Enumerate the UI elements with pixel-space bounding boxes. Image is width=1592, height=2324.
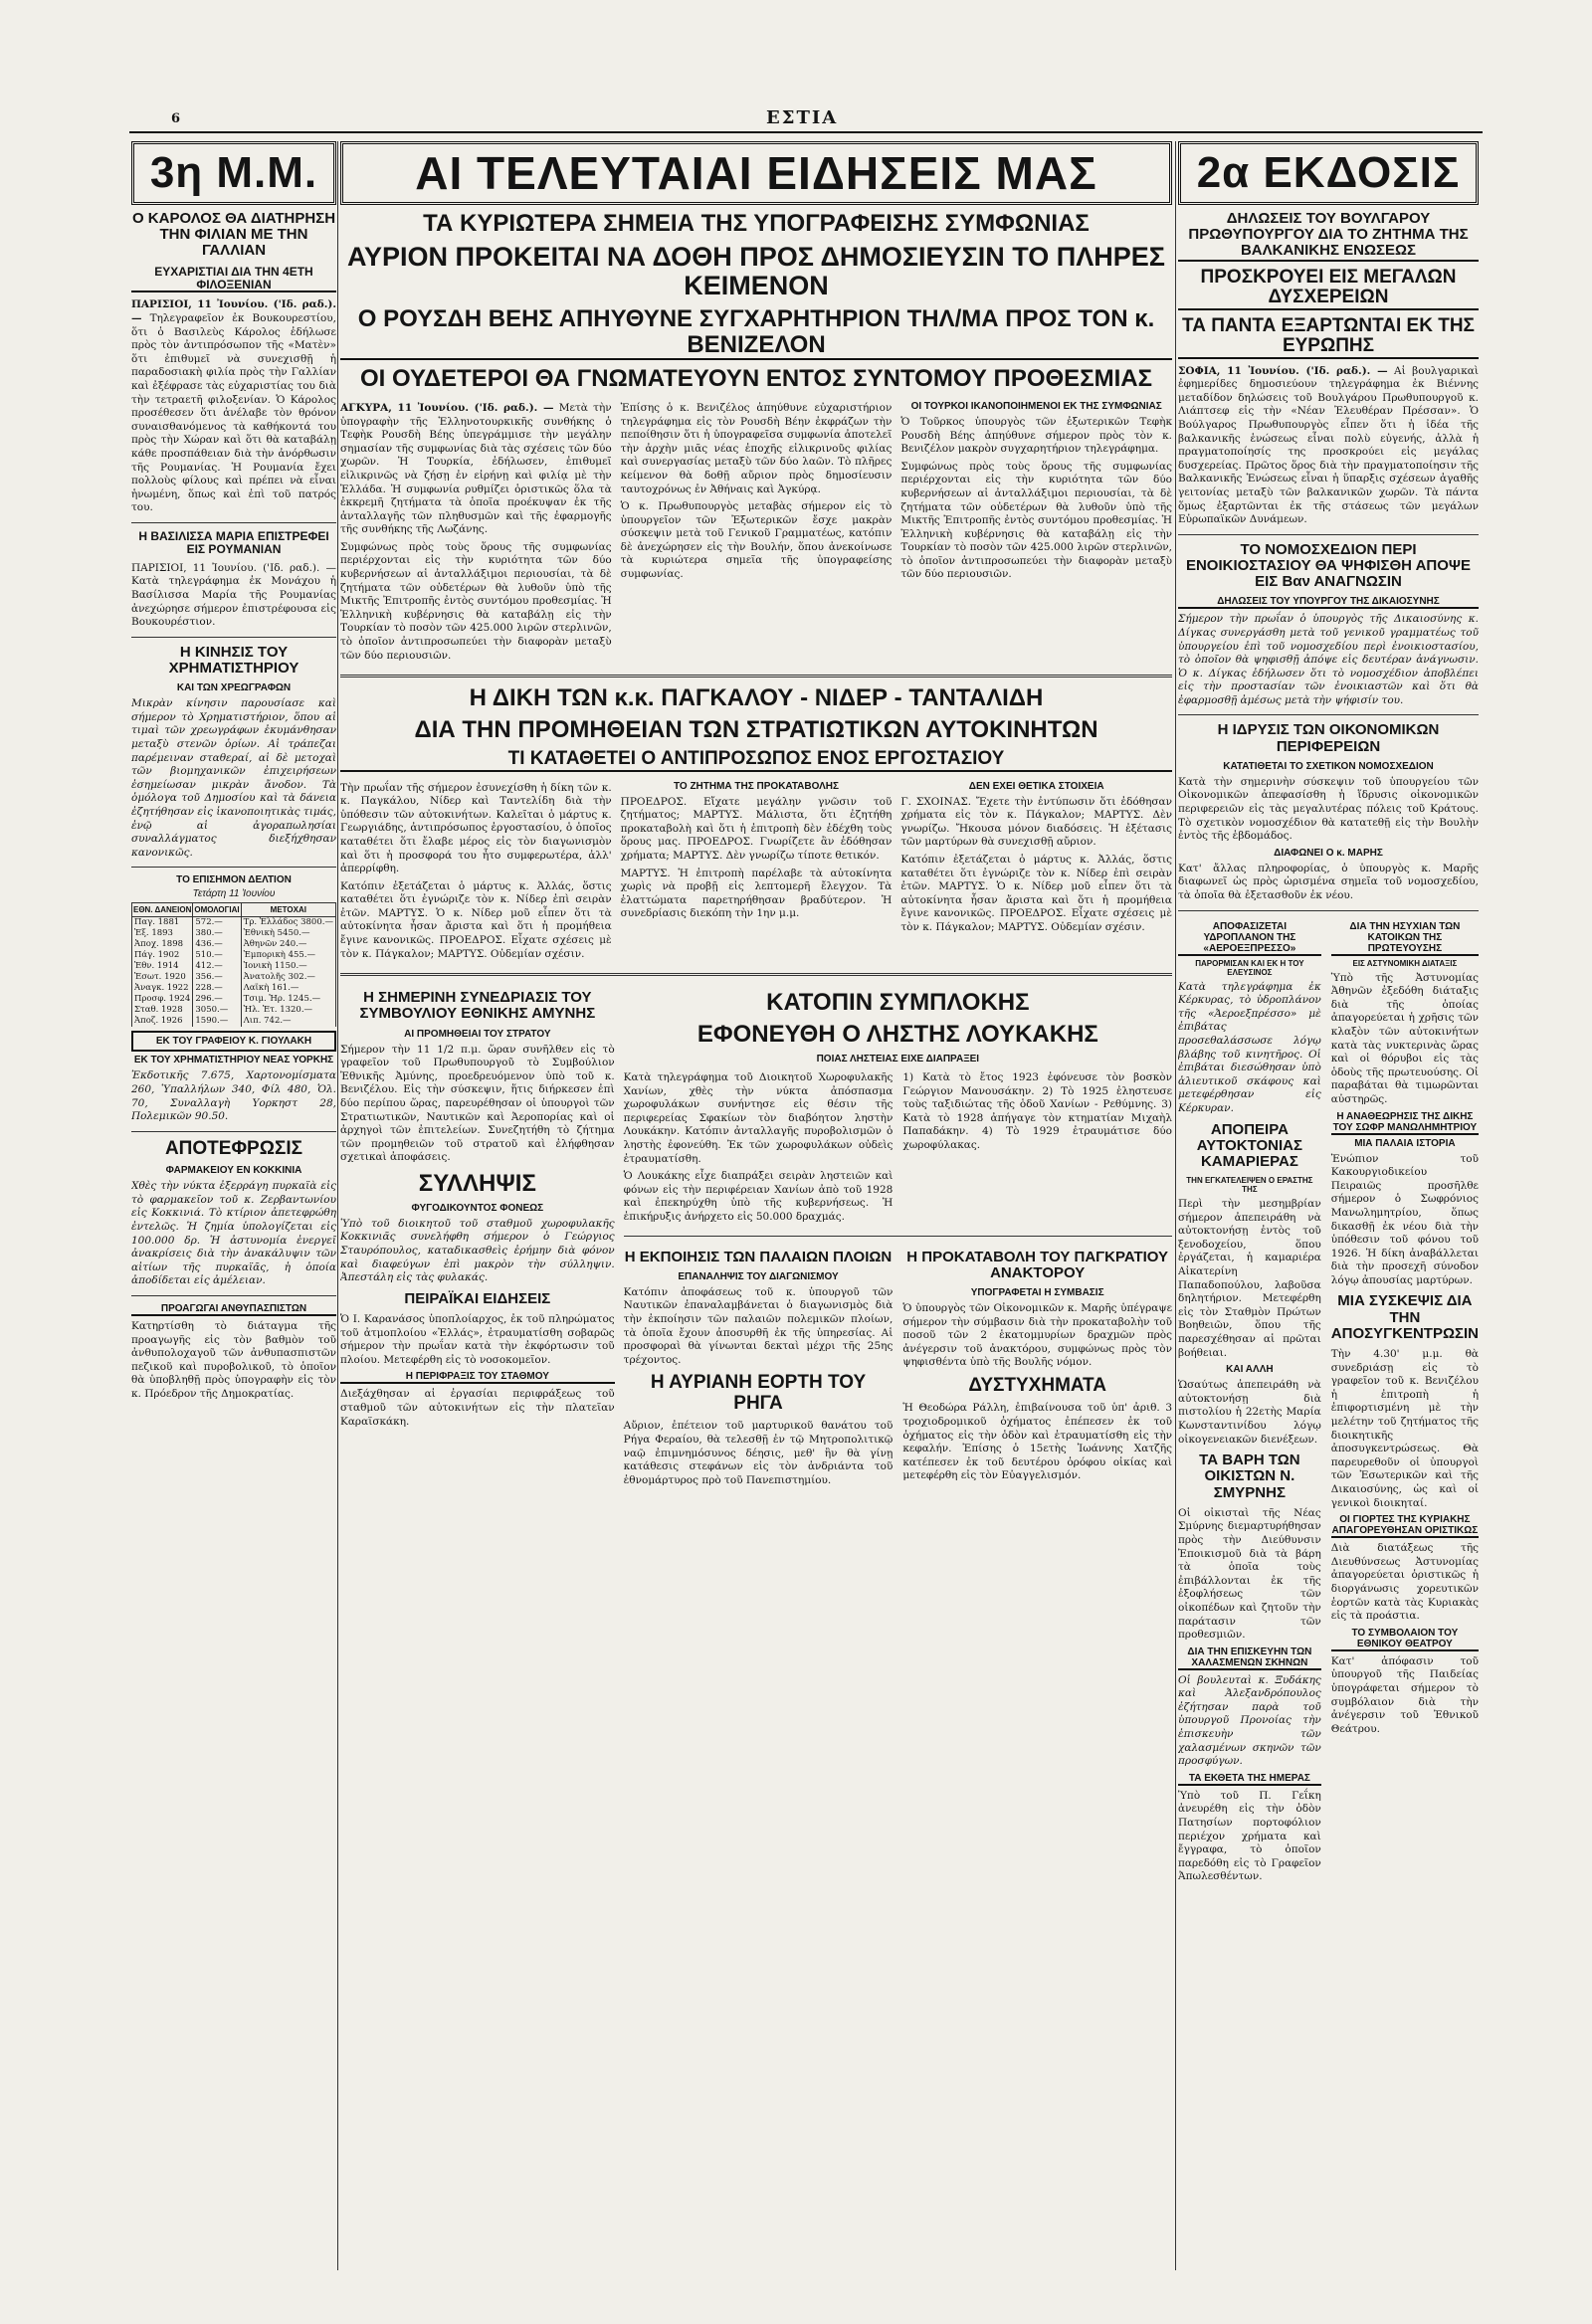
article-body: Συμφώνως πρὸς τοὺς ὅρους τῆς συμφωνίας περιέρχονται εἰς τὴν κυριότητα τῶν δύο κυβερνήσεων αἱ ἀνταλλάξιμοι περιουσίαι, τὰ δὲ ζητήματα τῶν οὐδετέρων θὰ λυθοῦν ὑπὸ τῆς Μικτῆς Ἐπιτροπῆς ἐντὸς συντόμου προθεσμίας. Ἡ Ἑλληνικὴ κυβέρνησις θὰ καταβάλῃ εἰς τὴν Τουρκίαν τὸ ποσὸν τῶν 425.000 λιρῶν στερλινῶν, τὸ ὁποῖον ἀντιπροσωπεύει τὴν διαφορὰν μεταξὺ τῶν δύο περιουσιῶν. bbox=[340, 540, 612, 662]
cell: Ἀνατολῆς 302.— bbox=[241, 972, 335, 983]
headline-finance-districts: Η ΙΔΡΥΣΙΣ ΤΩΝ ΟΙΚΟΝΟΜΙΚΩΝ ΠΕΡΙΦΕΡΕΙΩΝ bbox=[1217, 721, 1440, 755]
article-attempt: Περὶ τὴν μεσημβρίαν σήμερον ἀπεπειράθη νὰ αὐτοκτονήσῃ ἐντὸς τοῦ ξενοδοχείου, ὅπου ἐργάζεται, ἡ καμαριέρα Αἰκατερίνη Παπαδοπούλου, λαβοῦσα δηλητήριον. Μετεφέρθη εἰς τὸν Σταθμὸν Πρώτων Βοηθειῶν, ὅπου τῆς παρεσχέθησαν αἱ πρῶται βοήθειαι. bbox=[1178, 1198, 1321, 1359]
article-piraeus: Ὁ Ι. Καρανάσος ὑποπλοίαρχος, ἐκ τοῦ πληρώματος τοῦ ἀτμοπλοίου «Ἑλλάς», ἐτραυματίσθη σοβαρῶς σήμερον τὴν πρωΐαν κατὰ τὴν ἐκφόρτωσιν τοῦ πλοίου. Μετεφέρθη εἰς τὸ νοσοκομεῖον. bbox=[340, 1313, 615, 1366]
headline-old-ships: Η ΕΚΠΟΙΗΣΙΣ ΤΩΝ ΠΑΛΑΙΩΝ ΠΛΟΙΩΝ bbox=[624, 1248, 893, 1265]
divider bbox=[1178, 534, 1479, 535]
cell: 572.— bbox=[193, 917, 241, 929]
divider bbox=[131, 1295, 336, 1296]
headline-piraeus: ΠΕΙΡΑΪΚΑΙ ΕΙΔΗΣΕΙΣ bbox=[404, 1289, 551, 1307]
article-advance: Ὁ ὑπουργὸς τῶν Οἰκονομικῶν κ. Μαρῆς ὑπέγραψε σήμερον τὴν σύμβασιν διὰ τὴν προκαταβολὴν τοῦ ποσοῦ τῶν 2 ἑκατομμυρίων δραχμῶν πρὸς ἀνέγερσιν τοῦ ἀνακτόρου, συμφώνως πρὸς τὸν ψηφισθέντα ὑπὸ τῆς Βουλῆς νόμον. bbox=[902, 1301, 1172, 1369]
table-row bbox=[132, 928, 336, 939]
headline-pharmacy: ΑΠΟΤΕΦΡΩΣΙΣ bbox=[164, 1137, 303, 1159]
headline-carol: Ο ΚΑΡΟΛΟΣ ΘΑ ΔΙΑΤΗΡΗΣΗ ΤΗΝ ΦΙΛΙΑΝ ΜΕ ΤΗΝ ΓΑΛΛΙΑΝ bbox=[131, 210, 336, 260]
subheadline-quiet: ΕΙΣ ΑΣΤΥΝΟΜΙΚΗ ΔΙΑΤΑΞΙΣ bbox=[1352, 958, 1458, 968]
cell: 356.— bbox=[193, 972, 241, 983]
headline-seaplane: ΑΠΟΦΑΣΙΖΕΤΑΙ ΥΔΡΟΠΛΑΝΟΝ ΤΗΣ «ΑΕΡΟΕΞΠΡΕΣΣΟ» bbox=[1178, 921, 1321, 956]
table-row bbox=[132, 950, 336, 961]
cell: Λαϊκὴ 161.— bbox=[241, 983, 335, 994]
subheadline-turks: ΟΙ ΤΟΥΡΚΟΙ ΙΚΑΝΟΠΟΙΗΜΕΝΟΙ ΕΚ ΤΗΣ ΣΥΜΦΩΝΙΑΣ bbox=[910, 400, 1162, 412]
trial-article bbox=[340, 778, 1172, 966]
left-column bbox=[131, 141, 336, 2270]
article-meeting: Τὴν 4.30' μ.μ. θὰ συνεδριάσῃ εἰς τὸ γραφεῖον τοῦ κ. Βενιζέλου ἡ ἐπιτροπὴ ἡ ἐπιφορτισμένη μὲ τὴν μελέτην τοῦ ζητήματος τῆς διοικητικῆς ἀποσυγκεντρώσεως. Θὰ παρευρεθοῦν οἱ ὑπουργοὶ τῶν Ἐσωτερικῶν καὶ τῆς Δικαιοσύνης, ὡς καὶ οἱ γενικοὶ διοικηταί. bbox=[1330, 1348, 1479, 1509]
cell: Τσιμ. Ἡρ. 1245.— bbox=[241, 994, 335, 1005]
right-column bbox=[1178, 141, 1479, 2270]
article-body: Τηλεγραφεῖον ἐκ Βουκουρεστίου, ὅτι ὁ Βασιλεὺς Κάρολος ἐδήλωσε πρὸς τὸν ἀντιπρόσωπον τῆς «Ματὲν» ὅτι ἐπιθυμεῖ νὰ συνεχισθῇ ἡ παραδοσιακὴ φιλία πρὸς τὴν Γαλλίαν καὶ ἐξέφρασε τὰς εὐχαριστίας του διὰ τὴν τετραετῆ φιλοξενίαν. Ὁ Κάρολος προσέθεσεν ὅτι ἀνέλαβε τὸν θρόνον συναισθανόμενος τὰ καθήκοντά του πρὸς τὴν Χώραν καὶ ὅτι θὰ καταβάλῃ κάθε προσπάθειαν διὰ τὴν ἀνόρθωσιν τῆς Ρουμανίας. Ἡ Ρουμανία ἔχει πολλοὺς φίλους καὶ πρέπει νὰ εἶναι ἡνωμένη, ὅπως καὶ ἐπὶ τοῦ πατρός του. bbox=[131, 312, 336, 514]
cell: Λιπ. 742.— bbox=[241, 1016, 335, 1027]
subheadline-another: ΚΑΙ ΑΛΛΗ bbox=[1226, 1364, 1274, 1376]
headline-events: ΤΑ ΕΚΘΕΤΑ ΤΗΣ ΗΜΕΡΑΣ bbox=[1178, 1773, 1321, 1786]
column-rule bbox=[337, 141, 338, 2270]
subheadline-attempt: ΤΗΝ ΕΓΚΑΤΕΛΕΙΨΕΝ Ο ΕΡΑΣΤΗΣ ΤΗΣ bbox=[1186, 1176, 1313, 1195]
headline-retrial: Η ΑΝΑΘΕΩΡΗΣΙΣ ΤΗΣ ΔΙΚΗΣ ΤΟΥ ΣΩΦΡ ΜΑΝΩΛΗΜΗΤΡΙΟΥ bbox=[1332, 1110, 1478, 1133]
article-body: Κατόπιν ἐξετάζεται ὁ μάρτυς κ. Ἀλλάς, ὅστις καταθέτει ὅτι ἐγνώριζε τὸν κ. Νίδερ ἐπὶ σειρὰν ἐτῶν. ΜΑΡΤΥΣ. Ὁ κ. Νίδερ μοῦ εἶπεν ὅτι τὰ αὐτοκίνητα ἦσαν ἄριστα καὶ ὅτι ἡ προμήθεια ἔγινε κανονικῶς. ΠΡΟΕΔΡΟΣ. Εἶχατε σχέσεις μὲ τὸν κ. Πάγκαλον; ΜΑΡΤΥΣ. Οὐδεμίαν σχέσιν. bbox=[900, 853, 1172, 933]
lower-center bbox=[340, 984, 1172, 1491]
bulletin-source: ΕΚ ΤΟΥ ΓΡΑΦΕΙΟΥ Κ. ΓΙΟΥΛΑΚΗ bbox=[131, 1031, 336, 1052]
headline-arrest: ΣΥΛΛΗΨΙΣ bbox=[418, 1169, 536, 1197]
article-body: Γ. ΣΧΟΙΝΑΣ. Ἔχετε τὴν ἐντύπωσιν ὅτι ἐδόθησαν χρήματα εἰς τὸν κ. Πάγκαλον; ΜΑΡΤΥΣ. Δὲν γνωρίζω. Ἤκουσα μόνον διαδόσεις. Ἡ ἐξέτασις τῶν μαρτύρων θὰ συνεχισθῇ αὔριον. bbox=[900, 795, 1172, 849]
subheadline-advance: ΤΟ ΖΗΤΗΜΑ ΤΗΣ ΠΡΟΚΑΤΑΒΟΛΗΣ bbox=[673, 780, 840, 792]
divider bbox=[131, 637, 336, 638]
table-row bbox=[132, 983, 336, 994]
cell: 3050.— bbox=[193, 1005, 241, 1016]
main-banner-latest-news: ΑΙ ΤΕΛΕΥΤΑΙΑΙ ΕΙΔΗΣΕΙΣ ΜΑΣ bbox=[340, 141, 1172, 205]
cell: Ἐμπορικὴ 455.— bbox=[241, 950, 335, 961]
headline-trial-witness: ΤΙ ΚΑΤΑΘΕΤΕΙ Ο ΑΝΤΙΠΡΟΣΩΠΟΣ ΕΝΟΣ ΕΡΓΟΣΤΑΣΙΟΥ bbox=[340, 749, 1172, 772]
table-row bbox=[132, 994, 336, 1005]
cell: Ἰονικὴ 1150.— bbox=[241, 961, 335, 972]
edition-banner-3pm: 3η Μ.Μ. bbox=[131, 141, 336, 205]
article-ships: Κατόπιν ἀποφάσεως τοῦ κ. ὑπουργοῦ τῶν Ναυτικῶν ἐπαναλαμβάνεται ὁ διαγωνισμὸς διὰ τὴν ἐκποίησιν τῶν παλαιῶν πολεμικῶν πλοίων, τὰ ὁποῖα ἔχουν ἀποσυρθῆ ἐκ τῆς ὑπηρεσίας. Αἱ προσφοραὶ θὰ γίνωνται δεκταὶ μέχρι τῆς 25ης τρέχοντος. bbox=[623, 1285, 894, 1366]
article-body: Ὁ Τοῦρκος ὑπουργὸς τῶν ἐξωτερικῶν Τεφὴκ Ρουσδὴ Βέης ἀπηύθυνε σήμερον πρὸς τὸν κ. Βενιζέλον μακρὸν συγχαρητήριον τηλεγράφημα. bbox=[900, 415, 1172, 456]
article-rent: Σήμερον τὴν πρωΐαν ὁ ὑπουργὸς τῆς Δικαιοσύνης κ. Δίγκας συνεργάσθη μετὰ τοῦ γενικοῦ γραμματέως τοῦ ὑπουργείου ἐπὶ τοῦ νομοσχεδίου περὶ ἐνοικιοστασίου, τὸ ὁποῖον θὰ ψηφισθῇ ἀπόψε εἰς δευτέραν ἀνάγνωσιν. Ὁ κ. Δίγκας ἐδήλωσεν ὅτι τὸ νομοσχέδιον ἀποβλέπει εἰς τὴν προστασίαν τῶν ἐνοικιαστῶν καὶ ὅτι θὰ ἐφαρμοσθῇ ἀμέσως μετὰ τὴν ψήφισίν του. bbox=[1178, 613, 1479, 706]
article-body: Ὁ Λουκάκης εἶχε διαπράξει σειρὰν ληστειῶν καὶ φόνων εἰς τὴν περιφέρειαν Χανίων ἀπὸ τοῦ 1928 καὶ ἐπεκηρύχθη ὑπὸ τῆς κυβερνήσεως. Ἡ ἐπικήρυξις ἀνήρχετο εἰς 50.000 δραχμάς. bbox=[623, 1170, 894, 1224]
headline-accidents: ΔΥΣΤΥΧΗΜΑΤΑ bbox=[968, 1374, 1106, 1396]
edition-banner-second: 2α ΕΚΔΟΣΙΣ bbox=[1178, 141, 1479, 205]
headline-bulletin: ΤΟ ΕΠΙΣΗΜΟΝ ΔΕΛΤΙΟΝ bbox=[176, 874, 292, 886]
divider bbox=[1178, 910, 1479, 911]
column-header: ΟΜΟΛΟΓΙΑΙ bbox=[193, 903, 241, 917]
dateline: ΑΓΚΥΡΑ, 11 Ἰουνίου. ('Ιδ. ραδ.). — bbox=[340, 401, 554, 414]
cell: Παγ. 1881 bbox=[132, 917, 193, 929]
article-body: Κατόπιν ἐξετάζεται ὁ μάρτυς κ. Ἀλλάς, ὅστις καταθέτει ὅτι ἐγνώριζε τὸν κ. Νίδερ ἐπὶ σειρὰν ἐτῶν. ΜΑΡΤΥΣ. Ὁ κ. Νίδερ μοῦ εἶπεν ὅτι τὰ αὐτοκίνητα ἦσαν ἄριστα καὶ ὅτι ἡ προμήθεια ἔγινε κανονικῶς. ΠΡΟΕΔΡΟΣ. Εἶχατε σχέσεις μὲ τὸν κ. Πάγκαλον; ΜΑΡΤΥΣ. Οὐδεμίαν σχέσιν. bbox=[340, 879, 612, 960]
article-quiet: Ὑπὸ τῆς Ἀστυνομίας Ἀθηνῶν ἐξεδόθη διάταξις διὰ τῆς ὁποίας ἀπαγορεύεται ἡ χρῆσις τῶν κλαξὸν τῶν αὐτοκινήτων κατὰ τὰς νυκτερινὰς ὥρας καὶ οἱ θόρυβοι εἰς τὰς ὁδοὺς τῆς πρωτευούσης. Οἱ παραβάται θὰ τιμωρῶνται αὐστηρῶς. bbox=[1330, 971, 1479, 1105]
subheadline-maris: ΔΙΑΦΩΝΕΙ Ο κ. ΜΑΡΗΣ bbox=[1274, 847, 1383, 859]
divider bbox=[131, 522, 336, 523]
right-lower bbox=[1178, 918, 1479, 1888]
article-accidents: Ἡ Θεοδώρα Ράλλη, ἐπιβαίνουσα τοῦ ὑπ' ἀριθ. 3 τροχιοδρομικοῦ ὀχήματος ἐπέπεσεν ἐκ τοῦ ὀχήματος εἰς τὴν ὁδὸν καὶ ἐτραυματίσθη εἰς τὴν κεφαλήν. Ἐπίσης ὁ 15ετὴς Ἰωάννης Χατζῆς κατέπεσεν ἐκ τοῦ δευτέρου ὀρόφου οἰκίας καὶ μετεφέρθη εἰς τὸν Εὐαγγελισμόν. bbox=[902, 1402, 1172, 1482]
center-column bbox=[340, 141, 1172, 2270]
cell: Σταθ. 1928 bbox=[132, 1005, 193, 1016]
headline-difficulties: ΠΡΟΣΚΡΟΥΕΙ ΕΙΣ ΜΕΓΑΛΩΝ ΔΥΣΧΕΡΕΙΩΝ bbox=[1178, 268, 1479, 310]
article-finance: Κατὰ τὴν σημερινὴν σύσκεψιν τοῦ ὑπουργείου τῶν Οἰκονομικῶν ἀπεφασίσθη ἡ ἵδρυσις οἰκονομικῶν περιφερειῶν εἰς τὰς μεγαλυτέρας πόλεις τοῦ Κράτους. Τὸ σχετικὸν νομοσχέδιον θὰ κατατεθῇ εἰς τὴν Βουλὴν ἐντὸς τῆς ἑβδομάδος. bbox=[1178, 775, 1479, 843]
article-pharmacy: Χθὲς τὴν νύκτα ἐξερράγη πυρκαϊὰ εἰς τὸ φαρμακεῖον τοῦ κ. Ζερβαντωνίου εἰς Κοκκινιά. Τὸ κτίριον ἀπετεφρώθη ἐντελῶς. Ἡ ζημία ὑπολογίζεται εἰς 100.000 δρ. Ἡ ἀστυνομία ἐνεργεῖ ἀνακρίσεις διὰ τὴν ἀνακάλυψιν τῶν αἰτίων τῆς πυρκαϊᾶς, ἡ ὁποία ἀποδίδεται εἰς ἀμέλειαν. bbox=[131, 1180, 336, 1287]
subheadline-story: ΜΙΑ ΠΑΛΑΙΑ ΙΣΤΟΡΙΑ bbox=[1354, 1137, 1456, 1149]
headline-rigas: Η ΑΥΡΙΑΝΗ ΕΟΡΤΗ ΤΟΥ ΡΗΓΑ bbox=[650, 1372, 867, 1414]
subheadline-ships: ΕΠΑΝΑΛΗΨΙΣ ΤΟΥ ΔΙΑΓΩΝΙΣΜΟΥ bbox=[678, 1270, 839, 1282]
dateline: ΠΑΡΙΣΙΟΙ, 11 Ἰουνίου. ('Ιδ. ραδ.). — bbox=[131, 298, 336, 325]
article-retrial: Ἐνώπιον τοῦ Κακουργιοδικείου Πειραιῶς προσῆλθε σήμερον ὁ Σωφρόνιος Μανωλημητρίου, ὅπως δικασθῇ ἐκ νέου διὰ τὴν ὑπόθεσιν τοῦ φόνου τοῦ 1926. Ἡ δίκη ἀναβάλλεται διὰ τὴν προσεχῆ σύνοδον λόγῳ ἀπουσίας μαρτύρων. bbox=[1330, 1152, 1479, 1286]
cell: Ἐθν. 1914 bbox=[132, 961, 193, 972]
article-promotions: Κατηρτίσθη τὸ διάταγμα τῆς προαγωγῆς εἰς τὸν βαθμὸν τοῦ ἀνθυπολοχαγοῦ τῶν ἀνθυπασπιστῶν πεζικοῦ καὶ πυροβολικοῦ, τὸ ὁποῖον θὰ ὑποβληθῇ πρὸς ὑπογραφὴν εἰς τὸν κ. Πρόεδρον τῆς Δημοκρατίας. bbox=[131, 1319, 336, 1400]
article-bulgaria bbox=[1178, 365, 1479, 527]
cell: Ἀποχ. 1898 bbox=[132, 939, 193, 950]
article-text: Αἱ βουλγαρικαὶ ἐφημερίδες δημοσιεύουν τηλεγράφημα ἐκ Βιέννης μεταδίδον δηλώσεις τοῦ Βουλγάρου Πρωθυπουργοῦ κ. Λιάπτσεφ εἰς τὴν «Νέαν Ἐλευθέραν Πρέσσαν». Ὁ Βούλγαρος Πρωθυπουργὸς εἶπεν ὅτι ἡ ἰδέα τῆς βαλκανικῆς ἑνώσεως εἶναι πολὺ εὐγενής, ἀλλὰ ἡ πραγματοποίησίς της προσκρούει εἰς μεγάλας δυσχερείας. Πρῶτος ὅρος διὰ τὴν πραγματοποίησιν τῆς Βαλκανικῆς Ἑνώσεως εἶναι ἡ ὕπαρξις σχέσεων ἀγαθῆς γειτονίας μεταξὺ τῶν βαλκανικῶν χωρῶν. Τὰ πάντα ὅμως ἐξαρτῶνται ἐκ τῆς στάσεως τῶν μεγάλων Εὐρωπαϊκῶν Δυνάμεων. bbox=[1178, 364, 1479, 526]
article-arrest: Ὑπὸ τοῦ διοικητοῦ τοῦ σταθμοῦ χωροφυλακῆς Κοκκινιᾶς συνελήφθη σήμερον ὁ Γεώργιος Σταυρόπουλος, καταδικασθεὶς ἐρήμην διὰ φόνον καὶ διαφεύγων ἐπὶ μακρὸν τὴν σύλληψιν. Ἀπεστάλη εἰς τὰς φυλακάς. bbox=[340, 1217, 615, 1284]
article-sunday: Διὰ διατάξεως τῆς Διευθύνσεως Ἀστυνομίας ἀπαγορεύεται ὁριστικῶς ἡ διοργάνωσις χορευτικῶν ἑορτῶν κατὰ τὰς Κυριακὰς εἰς τὰ προάστια. bbox=[1330, 1542, 1479, 1623]
headline-promotions: ΠΡΟΑΓΩΓΑΙ ΑΝΘΥΠΑΣΠΙΣΤΩΝ bbox=[131, 1303, 336, 1316]
article-rigas: Αὔριον, ἐπέτειον τοῦ μαρτυρικοῦ θανάτου τοῦ Ρήγα Φεραίου, θὰ τελεσθῇ ἐν τῷ Μητροπολιτικῷ ναῷ ἐπιμνημόσυνος δέησις, μεθ' ἣν θὰ γίνῃ κατάθεσις στεφάνων εἰς τὸν ἀνδριάντα τοῦ ἐθνομάρτυρος πρὸ τοῦ Πανεπιστημίου. bbox=[623, 1420, 894, 1486]
headline-queen: Η ΒΑΣΙΛΙΣΣΑ ΜΑΡΙΑ ΕΠΙΣΤΡΕΦΕΙ ΕΙΣ ΡΟΥΜΑΝΙΑΝ bbox=[138, 528, 329, 556]
cell: Προσφ. 1924 bbox=[132, 994, 193, 1005]
cell: Ἀποζ. 1926 bbox=[132, 1016, 193, 1027]
article-body: Τὴν πρωΐαν τῆς σήμερον ἐσυνεχίσθη ἡ δίκη τῶν κ. κ. Παγκάλου, Νίδερ καὶ Ταντελίδη διὰ τὴν ὑπόθεσιν τῶν αὐτοκινήτων. Καλεῖται ὁ μάρτυς κ. Γεωργιάδης, ἀντιπρόσωπος ἐργοστασίου, ὁ ὁποῖος καταθέτει ὅτι ἔλαβε μέρος εἰς τὸν διαγωνισμὸν καὶ ὅτι ἡ προσφορά του ἦτο συμφερωτέρα, ἀλλ' ἀπερρίφθη. bbox=[340, 781, 612, 875]
headline-palace-advance: Η ΠΡΟΚΑΤΑΒΟΛΗ ΤΟΥ ΠΑΓΚΡΑΤΙΟΥ ΑΝΑΚΤΟΡΟΥ bbox=[906, 1248, 1169, 1281]
cell: Τρ. Ἑλλάδος 3800.— bbox=[241, 917, 335, 929]
headline-treaty-points: ΤΑ ΚΥΡΙΩΤΕΡΑ ΣΗΜΕΙΑ ΤΗΣ ΥΠΟΓΡΑΦΕΙΣΗΣ ΣΥΜΦΩΝΙΑΣ bbox=[423, 210, 1090, 237]
subheadline-finance: ΚΑΤΑΤΙΘΕΤΑΙ ΤΟ ΣΧΕΤΙΚΟΝ ΝΟΜΟΣΧΕΔΙΟΝ bbox=[1223, 760, 1434, 772]
dateline: ΣΟΦΙΑ, 11 Ἰουνίου. ('Ιδ. ραδ.). — bbox=[1178, 364, 1388, 377]
column-header: ΜΕΤΟΧΑΙ bbox=[241, 903, 335, 917]
article-finance-2: Κατ' ἄλλας πληροφορίας, ὁ ὑπουργὸς κ. Μαρῆς διαφωνεῖ ὡς πρὸς ὡρισμένα σημεῖα τοῦ νομοσχεδίου, τὰ ὁποῖα θὰ ἐξετασθοῦν ἐκ νέου. bbox=[1178, 862, 1479, 901]
cell: 1590.— bbox=[193, 1016, 241, 1027]
subheadline-robberies: ΠΟΙΑΣ ΛΗΣΤΕΙΑΣ ΕΙΧΕ ΔΙΑΠΡΑΞΕΙ bbox=[816, 1054, 980, 1065]
headline-clash: ΚΑΤΟΠΙΝ ΣΥΜΠΛΟΚΗΣ bbox=[766, 989, 1030, 1017]
headline-smyrna: ΤΑ ΒΑΡΗ ΤΩΝ ΟΙΚΙΣΤΩΝ Ν. ΣΜΥΡΝΗΣ bbox=[1199, 1452, 1300, 1501]
divider bbox=[340, 973, 1172, 976]
article-body: Συμφώνως πρὸς τοὺς ὅρους τῆς συμφωνίας περιέρχονται εἰς τὴν κυριότητα τῶν δύο κυβερνήσεων αἱ ἀνταλλάξιμοι περιουσίαι, τὰ δὲ ζητήματα τῶν οὐδετέρων θὰ λυθοῦν ὑπὸ τῆς Μικτῆς Ἐπιτροπῆς ἐντὸς συντόμου προθεσμίας. Ἡ Ἑλληνικὴ κυβέρνησις θὰ καταβάλῃ εἰς τὴν Τουρκίαν τὸ ποσὸν τῶν 425.000 λιρῶν στερλινῶν, τὸ ὁποῖον ἀντιπροσωπεύει τὴν διαφορὰν μεταξὺ τῶν δύο περιουσιῶν. bbox=[900, 460, 1172, 581]
article-body: ΠΡΟΕΔΡΟΣ. Εἴχατε μεγάλην γνῶσιν τοῦ ζητήματος; ΜΑΡΤΥΣ. Μάλιστα, ὅτι ἐζητήθη προκαταβολὴ καὶ ὅτι ἡ ἐπιτροπὴ δὲν ἐδέχθη τοὺς ὅρους μας. ΠΡΟΕΔΡΟΣ. Γνωρίζετε ἂν ἐδόθησαν χρήματα; ΜΑΡΤΥΣ. Δὲν γνωρίζω τίποτε θετικόν. bbox=[620, 795, 893, 862]
article-body: Κατὰ τηλεγράφημα τοῦ Διοικητοῦ Χωροφυλακῆς Χανίων, χθὲς τὴν νύκτα ἀπόσπασμα χωροφυλάκων συνήντησε εἰς θέσιν τῆς περιφερείας Σφακίων τὸν διαβόητον ληστὴν Λουκάκην. Κατόπιν ἀνταλλαγῆς πυροβολισμῶν ὁ ληστὴς ἐφονεύθη. Ἐκ τῶν χωροφυλάκων οὐδεὶς ἐτραυματίσθη. bbox=[623, 1071, 894, 1165]
article-defense: Σήμερον τὴν 11 1/2 π.μ. ὥραν συνῆλθεν εἰς τὸ γραφεῖον τοῦ Πρωθυπουργοῦ τὸ Συμβούλιον Ἐθνικῆς Ἀμύνης, προεδρευόμενον ὑπὸ τοῦ κ. Βενιζέλου. Εἰς τὴν σύσκεψιν, ἥτις διήρκεσεν ἐπὶ δύο περίπου ὥρας, παρευρέθησαν οἱ ὑπουργοὶ τῶν Στρατιωτικῶν, Ναυτικῶν καὶ Ἀεροπορίας καὶ οἱ ἀρχηγοὶ τῶν ἐπιτελείων. Συνεζητήθη τὸ ζήτημα τῶν προμηθειῶν τοῦ στρατοῦ καὶ ἐλήφθησαν σχετικαὶ ἀποφάσεις. bbox=[340, 1043, 615, 1164]
subheadline-market: ΚΑΙ ΤΩΝ ΧΡΕΩΓΡΑΦΩΝ bbox=[176, 682, 292, 694]
headline-rusdi-telegram: Ο ΡΟΥΣΔΗ ΒΕΗΣ ΑΠΗΥΘΥΝΕ ΣΥΓΧΑΡΗΤΗΡΙΟΝ ΤΗΛ/ΜΑ ΠΡΟΣ ΤΟΝ κ. ΒΕΝΙΖΕΛΟΝ bbox=[340, 306, 1172, 360]
headline-rent-bill: ΤΟ ΝΟΜΟΣΧΕΔΙΟΝ ΠΕΡΙ ΕΝΟΙΚΙΟΣΤΑΣΙΟΥ ΘΑ ΨΗΦΙΣΘΗ ΑΠΟΨΕ ΕΙΣ Βαν ΑΝΑΓΝΩΣΙΝ bbox=[1185, 540, 1472, 591]
article-body: 1) Κατὰ τὸ ἔτος 1923 ἐφόνευσε τὸν βοσκὸν Γεώργιον Μανουσάκην. 2) Τὸ 1925 ἐληστευσε τοὺς ταξιδιώτας τῆς ὁδοῦ Χανίων - Ρεθύμνης. 3) Κατὰ τὸ 1928 ἀπήγαγε τὸν κτηματίαν Μιχαὴλ Παπαδάκην. 4) Τὸ 1929 ἐτραυμάτισε δύο χωροφύλακας. bbox=[902, 1071, 1172, 1152]
article-text: Μετὰ τὴν ὑπογραφὴν τῆς Ἑλληνοτουρκικῆς συνθήκης ὁ Τεφὴκ Ρουσδὴ Βέης ὑπεγράμμισε τὴν μεγάλην σημασίαν τῆς συμφωνίας διὰ τὰς σχέσεις τῶν δύο χωρῶν. Ἡ Τουρκία, ἐδήλωσεν, ἐπιθυμεῖ εἰλικρινῶς νὰ ζήσῃ ἐν εἰρήνῃ καὶ φιλίᾳ μὲ τὴν Ἑλλάδα. Ἡ συμφωνία ρυθμίζει ὁριστικῶς ὅλα τὰ ἐκκρεμῆ ζητήματα τὰ ὁποῖα προέκυψαν ἐκ τῆς ἀνταλλαγῆς τῶν πληθυσμῶν καὶ τῆς ἐφαρμογῆς τῆς συνθήκης τῆς Λωζάνης. bbox=[340, 401, 612, 536]
subheadline-pharmacy: ΦΑΡΜΑΚΕΙΟΥ ΕΝ ΚΟΚΚΙΝΙΑ bbox=[165, 1165, 302, 1177]
bulletin-table bbox=[131, 902, 336, 1027]
table-row bbox=[132, 939, 336, 950]
table-row bbox=[132, 1016, 336, 1027]
headline-meeting: ΜΙΑ ΣΥΣΚΕΨΙΣ ΔΙΑ ΤΗΝ ΑΠΟΣΥΓΚΕΝΤΡΩΣΙΝ bbox=[1330, 1292, 1479, 1342]
subheadline-justice: ΔΗΛΩΣΕΙΣ ΤΟΥ ΥΠΟΥΡΓΟΥ ΤΗΣ ΔΙΚΑΙΟΣΥΝΗΣ bbox=[1178, 596, 1479, 609]
cell: Ἀναγκ. 1922 bbox=[132, 983, 193, 994]
table-row bbox=[132, 961, 336, 972]
cell: 380.— bbox=[193, 928, 241, 939]
cell: Πάγ. 1902 bbox=[132, 950, 193, 961]
article-market: Μικρὰν κίνησιν παρουσίασε καὶ σήμερον τὸ Χρηματιστήριον, ὅπου αἱ τιμαὶ τῶν χρεωγράφων ἐκυμάνθησαν μεταξὺ στενῶν ὁρίων. Αἱ τράπεζαι παρέμειναν σταθεραί, αἱ δὲ μετοχαὶ τῶν βιομηχανικῶν ἐπιχειρήσεων ἐσημείωσαν μικρὰν ἄνοδον. Τὰ ὁμόλογα τοῦ Δημοσίου καὶ τὰ δάνεια ἐζητήθησαν εἰς ἱκανοποιητικὰς τιμάς, ἐνῷ αἱ ἀγοραπωλησίαι συναλλάγματος διεξήχθησαν κανονικῶς. bbox=[131, 697, 336, 859]
subheadline-arrest: ΦΥΓΟΔΙΚΟΥΝΤΟΣ ΦΟΝΕΩΣ bbox=[411, 1202, 544, 1214]
masthead-bar bbox=[129, 107, 1483, 133]
headline-trial: Η ΔΙΚΗ ΤΩΝ κ.κ. ΠΑΓΚΑΛΟΥ - ΝΙΔΕΡ - ΤΑΝΤΑΛΙΔΗ bbox=[469, 684, 1044, 712]
cell: Ἀθηνῶν 240.— bbox=[241, 939, 335, 950]
table-row bbox=[132, 917, 336, 929]
headline-neutrals: ΟΙ ΟΥΔΕΤΕΡΟΙ ΘΑ ΓΝΩΜΑΤΕΥΟΥΝ ΕΝΤΟΣ ΣΥΝΤΟΜΟΥ ΠΡΟΘΕΣΜΙΑΣ bbox=[360, 365, 1152, 393]
bandit-article bbox=[624, 1067, 1172, 1229]
headline-station: Η ΠΕΡΙΦΡΑΞΙΣ ΤΟΥ ΣΤΑΘΜΟΥ bbox=[340, 1371, 615, 1384]
headline-theatre: ΤΟ ΣΥΜΒΟΛΑΙΟΝ ΤΟΥ ΕΘΝΙΚΟΥ ΘΕΑΤΡΟΥ bbox=[1331, 1628, 1479, 1651]
headline-bandit-killed: ΕΦΟΝΕΥΘΗ Ο ΛΗΣΤΗΣ ΛΟΥΚΑΚΗΣ bbox=[696, 1021, 1098, 1049]
article-events: Ὑπὸ τοῦ Π. Γεΐκη ἀνευρέθη εἰς τὴν ὁδὸν Πατησίων πορτοφόλιον περιέχον χρήματα καὶ ἔγγραφα, τὸ ὁποῖον παρεδόθη εἰς τὸ Γραφεῖον Ἀπωλεσθέντων. bbox=[1178, 1789, 1321, 1883]
subheadline-seaplane: ΠΑΡΟΡΜΙΣΑΝ ΚΑΙ ΕΚ Η ΤΟΥ ΕΛΕΥΣΙΝΟΣ bbox=[1195, 958, 1304, 977]
divider bbox=[340, 675, 1172, 678]
cell: Ἐσωτ. 1920 bbox=[132, 972, 193, 983]
table-row bbox=[132, 1005, 336, 1016]
article-seaplane: Κατὰ τηλεγράφημα ἐκ Κέρκυρας, τὸ ὑδροπλάνον τῆς «Ἀεροεξπρέσσο» μὲ ἐπιβάτας προσεθαλάσσωσε λόγῳ βλάβης τοῦ κινητῆρος. Οἱ ἐπιβάται διεσώθησαν ὑπὸ ἁλιευτικοῦ σκάφους καὶ μετεφέρθησαν εἰς Κέρκυραν. bbox=[1178, 980, 1321, 1114]
headline-treaty-text: ΑΥΡΙΟΝ ΠΡΟΚΕΙΤΑΙ ΝΑ ΔΟΘΗ ΠΡΟΣ ΔΗΜΟΣΙΕΥΣΙΝ ΤΟ ΠΛΗΡΕΣ ΚΕΙΜΕΝΟΝ bbox=[346, 241, 1166, 301]
article-station: Διεξάχθησαν αἱ ἐργασίαι περιφράξεως τοῦ σταθμοῦ τῶν αὐτοκινήτων εἰς τὴν πλατεῖαν Καραϊσκάκη. bbox=[340, 1388, 615, 1428]
headline-europe: ΤΑ ΠΑΝΤΑ ΕΞΑΡΤΩΝΤΑΙ ΕΚ ΤΗΣ ΕΥΡΩΠΗΣ bbox=[1178, 316, 1479, 359]
headline-trial-vehicles: ΔΙΑ ΤΗΝ ΠΡΟΜΗΘΕΙΑΝ ΤΩΝ ΣΤΡΑΤΙΩΤΙΚΩΝ ΑΥΤΟΚΙΝΗΤΩΝ bbox=[414, 716, 1098, 744]
headline-defense-council: Η ΣΗΜΕΡΙΝΗ ΣΥΝΕΔΡΙΑΣΙΣ ΤΟΥ ΣΥΜΒΟΥΛΙΟΥ ΕΘΝΙΚΗΣ ΑΜΥΝΗΣ bbox=[359, 989, 596, 1023]
table-row bbox=[132, 972, 336, 983]
subheadline-carol: ΕΥΧΑΡΙΣΤΙΑΙ ΔΙΑ ΤΗΝ 4ΕΤΗ ΦΙΛΟΞΕΝΙΑΝ bbox=[131, 266, 336, 293]
article-queen: ΠΑΡΙΣΙΟΙ, 11 Ἰουνίου. ('Ιδ. ραδ.). — Κατὰ τηλεγράφημα ἐκ Μονάχου ἡ Βασίλισσα Μαρία τῆς Ρουμανίας ἀνεχώρησε σήμερον ἐπιστρέφουσα εἰς Βουκουρέστιον. bbox=[131, 561, 336, 629]
divider bbox=[131, 1131, 336, 1132]
headline-market: Η ΚΙΝΗΣΙΣ ΤΟΥ ΧΡΗΜΑΤΙΣΤΗΡΙΟΥ bbox=[168, 643, 299, 678]
article-carol bbox=[131, 298, 336, 515]
article-body: Ἐπίσης ὁ κ. Βενιζέλος ἀπηύθυνε εὐχαριστήριον τηλεγράφημα εἰς τὸν Ρουσδὴ Βέην ἐκφράζων τὴν πεποίθησιν ὅτι ἡ ὑπογραφεῖσα συμφωνία ἀποτελεῖ τὴν ἀρχὴν μιᾶς νέας ἐποχῆς εἰλικρινοῦς φιλίας καὶ συνεργασίας μεταξὺ τῶν δύο λαῶν. Τὸ πλῆρες κείμενον θὰ δοθῇ αὔριον πρὸς δημοσίευσιν ταυτοχρόνως ἐν Ἀθήναις καὶ Ἀγκύρᾳ. bbox=[620, 401, 893, 495]
article-body bbox=[340, 402, 612, 537]
cell: Ἐθνικὴ 5450.— bbox=[241, 928, 335, 939]
headline-bulgaria: ΔΗΛΩΣΕΙΣ ΤΟΥ ΒΟΥΛΓΑΡΟΥ ΠΡΩΘΥΠΟΥΡΓΟΥ ΔΙΑ ΤΟ ΖΗΤΗΜΑ ΤΗΣ ΒΑΛΚΑΝΙΚΗΣ ΕΝΩΣΕΩΣ bbox=[1178, 211, 1479, 262]
bulletin-date: Τετάρτη 11 Ἰουνίου bbox=[192, 888, 276, 900]
subheadline-defense: ΑΙ ΠΡΟΜΗΘΕΙΑΙ ΤΟΥ ΣΤΡΑΤΟΥ bbox=[404, 1028, 551, 1040]
headline-tents: ΔΙΑ ΤΗΝ ΕΠΙΣΚΕΥΗΝ ΤΩΝ ΧΑΛΑΣΜΕΝΩΝ ΣΚΗΝΩΝ bbox=[1178, 1646, 1321, 1670]
subheadline-no-evidence: ΔΕΝ ΕΧΕΙ ΘΕΤΙΚΑ ΣΤΟΙΧΕΙΑ bbox=[968, 780, 1104, 792]
cell: Ἠλ. Ἑτ. 1320.— bbox=[241, 1005, 335, 1016]
masthead-title: ΕΣΤΙΑ bbox=[766, 107, 839, 128]
article-tents: Οἱ βουλευταὶ κ. Ξυδάκης καὶ Ἀλεξανδρόπουλος ἐζήτησαν παρὰ τοῦ ὑπουργοῦ Προνοίας τὴν ἐπισκευὴν τῶν χαλασμένων σκηνῶν τῶν προσφύγων. bbox=[1178, 1673, 1321, 1768]
cell: 296.— bbox=[193, 994, 241, 1005]
divider bbox=[624, 1236, 1172, 1237]
article-body: Ὁ κ. Πρωθυπουργὸς μεταβὰς σήμερον εἰς τὸ ὑπουργεῖον τῶν Ἐξωτερικῶν ἔσχε μακρὰν σύσκεψιν μετὰ τοῦ Γενικοῦ Γραμματέως, κατόπιν δὲ ἀνεχώρησεν εἰς τὴν Βουλήν, ὅπου ἀνεκοίνωσε τὰ κυριώτερα σημεῖα τῆς ὑπογραφείσης συμφωνίας. bbox=[620, 500, 893, 581]
article-attempt-2: Ὡσαύτως ἀπεπειράθη νὰ αὐτοκτονήσῃ διὰ πιστολίου ἡ 22ετὴς Μαρία Κωνσταντινίδου λόγῳ οἰκογενειακῶν διενέξεων. bbox=[1178, 1379, 1321, 1446]
treaty-article bbox=[340, 398, 1172, 667]
headline-sunday: ΟΙ ΓΙΟΡΤΕΣ ΤΗΣ ΚΥΡΙΑΚΗΣ ΑΠΑΓΟΡΕΥΘΗΣΑΝ ΟΡΙΣΤΙΚΩΣ bbox=[1331, 1514, 1479, 1537]
divider bbox=[131, 867, 336, 868]
headline-quiet: ΔΙΑ ΤΗΝ ΗΣΥΧΙΑΝ ΤΩΝ ΚΑΤΟΙΚΩΝ ΤΗΣ ΠΡΩΤΕΥΟΥΣΗΣ bbox=[1331, 921, 1479, 956]
cell: Ἐξ. 1893 bbox=[132, 928, 193, 939]
bottom-center bbox=[624, 1244, 1172, 1492]
headline-attempt: ΑΠΟΠΕΙΡΑ ΑΥΤΟΚΤΟΝΙΑΣ ΚΑΜΑΡΙΕΡΑΣ bbox=[1196, 1120, 1303, 1170]
cell: 228.— bbox=[193, 983, 241, 994]
article-body: ΜΑΡΤΥΣ. Ἡ ἐπιτροπὴ παρέλαβε τὰ αὐτοκίνητα χωρὶς νὰ προβῇ εἰς λεπτομερῆ ἔλεγχον. Τὰ ἐλαττώματα παρετηρήθησαν βραδύτερον. Ἡ συνεδρίασις διεκόπη τὴν 1ην μ.μ. bbox=[620, 867, 893, 920]
cell: 412.— bbox=[193, 961, 241, 972]
page-number: 6 bbox=[171, 111, 181, 126]
article-smyrna: Οἱ οἰκισταὶ τῆς Νέας Σμύρνης διεμαρτυρήθησαν πρὸς τὴν Διεύθυνσιν Ἐποικισμοῦ διὰ τὰ βάρη τὰ ὁποῖα τοὺς ἐπιβάλλονται ἐκ τῆς ἐξοφλήσεως τῶν οἰκοπέδων καὶ ζητοῦν τὴν παράτασιν τῶν προθεσμιῶν. bbox=[1178, 1506, 1321, 1642]
column-rule bbox=[1175, 141, 1176, 2270]
headline-stocks: ΕΚ ΤΟΥ ΧΡΗΜΑΤΙΣΤΗΡΙΟΥ ΝΕΑΣ ΥΟΡΚΗΣ bbox=[133, 1055, 334, 1066]
subheadline-contract: ΥΠΟΓΡΑΦΕΤΑΙ Η ΣΥΜΒΑΣΙΣ bbox=[970, 1286, 1104, 1298]
cell: 436.— bbox=[193, 939, 241, 950]
article-theatre: Κατ' ἀπόφασιν τοῦ ὑπουργοῦ τῆς Παιδείας ὑπογράφεται σήμερον τὸ συμβόλαιον διὰ τὴν ἀνέγερσιν τοῦ Ἐθνικοῦ Θεάτρου. bbox=[1330, 1654, 1479, 1735]
column-header: ΕΘΝ. ΔΑΝΕΙΟΝ bbox=[132, 903, 193, 917]
cell: 510.— bbox=[193, 950, 241, 961]
article-stocks: Ἐκδοτικῆς 7.675, Χαρτονομίσματα 260, Ὑπαλλήλων 340, Φίλ 480, Ὁλ. 70, Συναλλαγὴ Υορκηστ 28, Πολεμικῶν 90.50. bbox=[131, 1069, 336, 1123]
divider bbox=[1178, 714, 1479, 715]
